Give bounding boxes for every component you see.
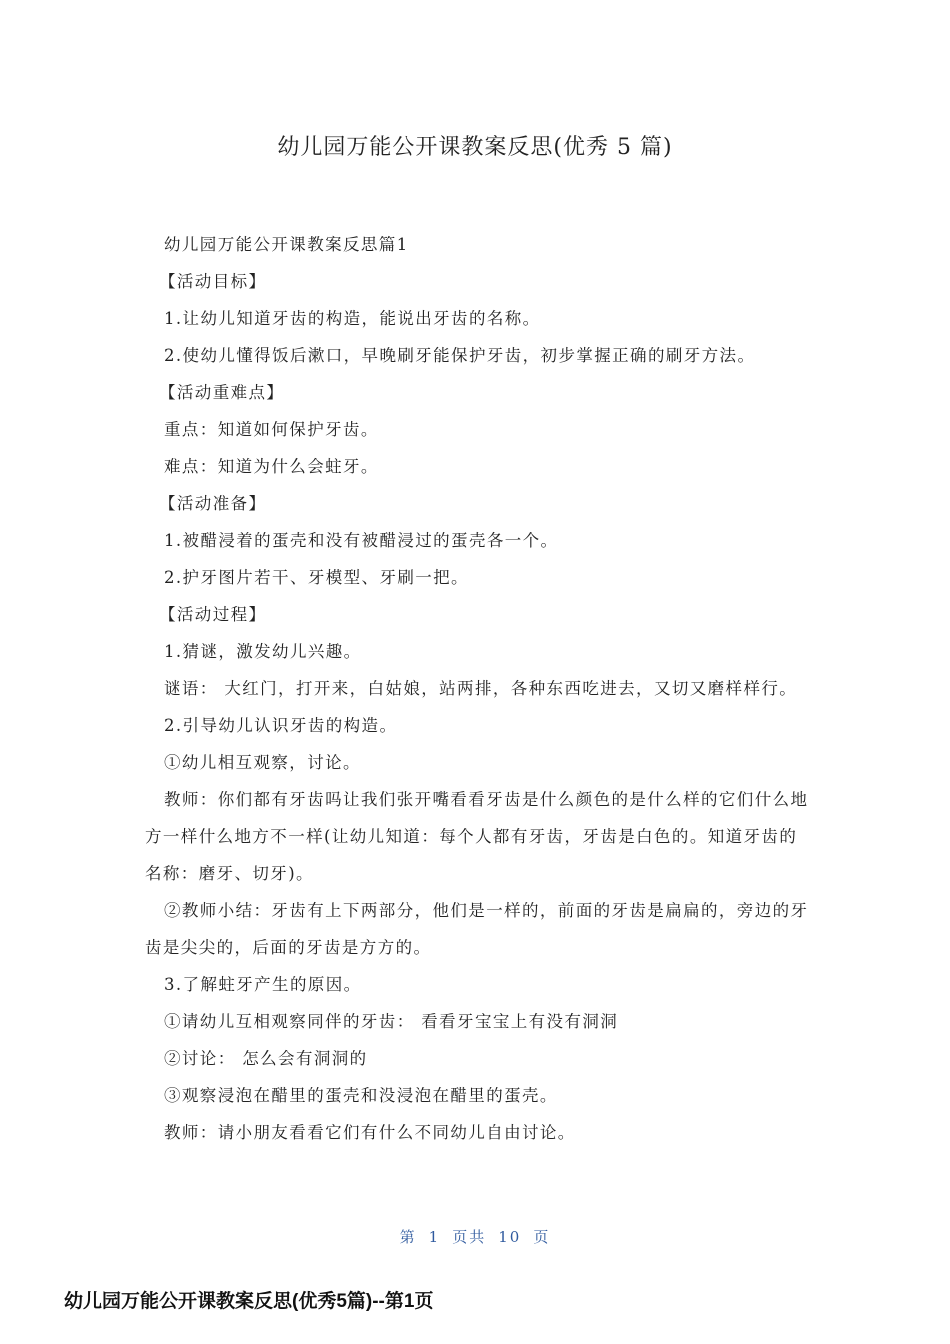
paragraph: ②教师小结：牙齿有上下两部分，他们是一样的，前面的牙齿是扁扁的，旁边的牙齿是尖尖的，后面的牙齿是方方的。 [145,901,809,957]
paragraph: 2.使幼儿懂得饭后漱口，早晚刷牙能保护牙齿，初步掌握正确的刷牙方法。 [164,346,756,365]
paragraph: 教师：请小朋友看看它们有什么不同幼儿自由讨论。 [164,1123,576,1142]
paragraph: 3.了解蛀牙产生的原因。 [164,975,362,994]
page-label-suffix: 页 [533,1228,551,1246]
paragraph: 1.让幼儿知道牙齿的构造，能说出牙齿的名称。 [164,309,541,328]
paragraph: 教师：你们都有牙齿吗让我们张开嘴看看牙齿是什么颜色的是什么样的它们什么地方一样什么地方不一样(让幼儿知道：每个人都有牙齿，牙齿是白色的。知道牙齿的名称：磨牙、切牙)。 [145,790,809,883]
paragraph: ①请幼儿互相观察同伴的牙齿： 看看牙宝宝上有没有洞洞 [164,1012,619,1031]
page-label-middle: 页共 [452,1228,487,1246]
paragraph: 谜语： 大红门，打开来，白姑娘，站两排，各种东西吃进去，又切又磨样样行。 [164,679,798,698]
current-page-number: 1 [428,1228,441,1246]
page-label-prefix: 第 [399,1228,417,1246]
document-body [145,226,810,1151]
paragraph: 2.护牙图片若干、牙模型、牙刷一把。 [164,568,469,587]
paragraph: 2.引导幼儿认识牙齿的构造。 [164,716,398,735]
heading-activity-process: 【活动过程】 [159,605,267,624]
paragraph: 重点：知道如何保护牙齿。 [164,420,379,439]
paragraph: ③观察浸泡在醋里的蛋壳和没浸泡在醋里的蛋壳。 [164,1086,558,1105]
paragraph: ①幼儿相互观察，讨论。 [164,753,361,772]
heading-activity-goals: 【活动目标】 [159,272,267,291]
section-title: 幼儿园万能公开课教案反思篇1 [164,235,409,254]
document-title: 幼儿园万能公开课教案反思(优秀 5 篇) [277,135,673,160]
total-pages-number: 10 [498,1228,522,1246]
paragraph: ②讨论： 怎么会有洞洞的 [164,1049,368,1068]
paragraph: 1.被醋浸着的蛋壳和没有被醋浸过的蛋壳各一个。 [164,531,559,550]
paragraph: 1.猜谜，激发幼儿兴趣。 [164,642,362,661]
bottom-caption: 幼儿园万能公开课教案反思(优秀5篇)--第1页 [64,1291,434,1312]
heading-key-difficulties: 【活动重难点】 [159,383,285,402]
paragraph: 难点：知道为什么会蛀牙。 [164,457,379,476]
heading-activity-preparation: 【活动准备】 [159,494,267,513]
page-number-footer [0,1226,950,1247]
